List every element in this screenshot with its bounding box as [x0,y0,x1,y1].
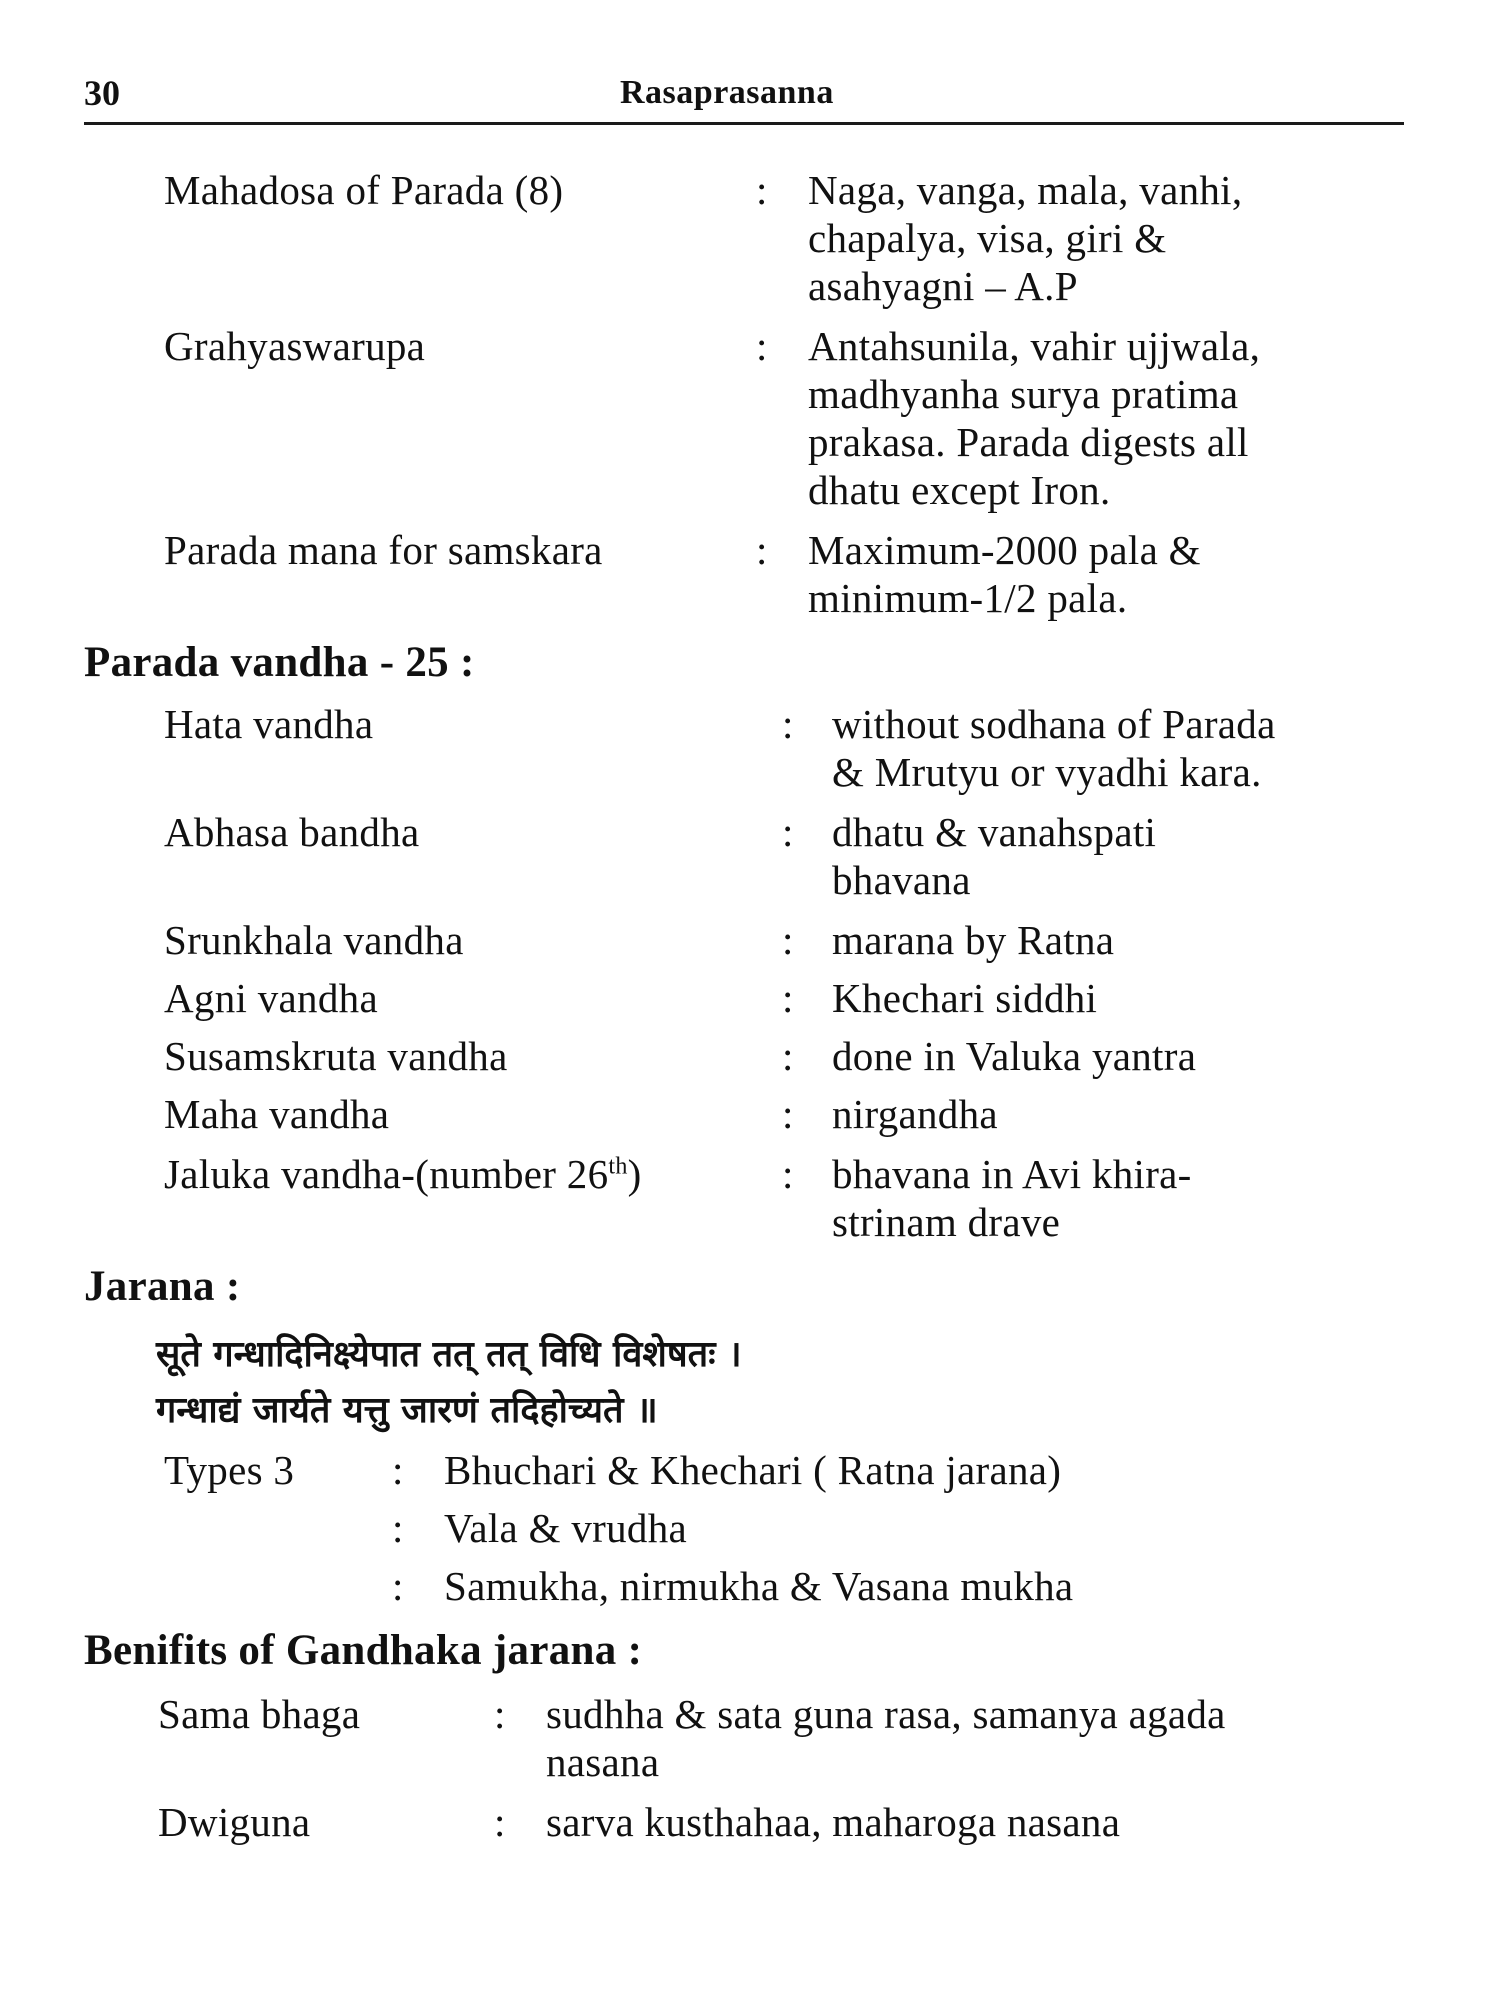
definition-line: dhatu except Iron. [808,467,1111,513]
separator: : [782,1091,794,1137]
term-sama-bhaga: Sama bhaga [158,1691,361,1737]
section-heading-benefits: Benifits of Gandhaka jarana : [84,1627,643,1674]
separator: : [756,323,768,369]
definition-line: marana by Ratna [832,917,1115,963]
separator: : [782,809,794,855]
separator: : [782,917,794,963]
term-dwiguna: Dwiguna [158,1799,311,1845]
term-jaluka-vandha [164,1150,642,1199]
type-item: Vala & vrudha [444,1505,687,1551]
separator: : [392,1505,404,1551]
separator: : [782,975,794,1021]
definition-line: chapalya, visa, giri & [808,215,1167,261]
type-item: Samukha, nirmukha & Vasana mukha [444,1563,1074,1609]
sanskrit-verse-line: गन्धाद्यं जार्यते यत्तु जारणं तदिहोच्यते ॥ [156,1390,658,1431]
term-srunkhala-vandha: Srunkhala vandha [164,917,464,963]
separator: : [392,1563,404,1609]
definition-line: sudhha & sata guna rasa, samanya agada [546,1691,1226,1737]
definition-line: done in Valuka yantra [832,1033,1197,1079]
separator: : [494,1691,506,1737]
definition-line: madhyanha surya pratima [808,371,1239,417]
ordinal-suffix: th [608,1153,628,1180]
definition-line: bhavana in Avi khira- [832,1151,1192,1197]
definition-line: Antahsunila, vahir ujjwala, [808,323,1261,369]
separator: : [756,167,768,213]
term-susamskruta-vandha: Susamskruta vandha [164,1033,508,1079]
section-heading-jarana: Jarana : [84,1263,241,1310]
separator: : [782,701,794,747]
term-grahyaswarupa: Grahyaswarupa [164,323,426,369]
separator: : [494,1799,506,1845]
definition-line: prakasa. Parada digests all [808,419,1249,465]
separator: : [756,527,768,573]
separator: : [782,1033,794,1079]
definition-line: bhavana [832,857,971,903]
separator: : [782,1151,794,1197]
term-maha-vandha: Maha vandha [164,1091,390,1137]
term-abhasa-bandha: Abhasa bandha [164,809,420,855]
separator: : [392,1447,404,1493]
definition-line: strinam drave [832,1199,1061,1245]
definition-line: Khechari siddhi [832,975,1098,1021]
definition-line: Naga, vanga, mala, vanhi, [808,167,1243,213]
definition-line: nasana [546,1739,660,1785]
definition-line: & Mrutyu or vyadhi kara. [832,749,1262,795]
types-label: Types 3 [164,1447,295,1493]
definition-line: nirgandha [832,1091,998,1137]
term-mahadosa: Mahadosa of Parada (8) [164,167,564,213]
term-agni-vandha: Agni vandha [164,975,378,1021]
definition-line: minimum-1/2 pala. [808,575,1128,621]
definition-line: without sodhana of Parada [832,701,1276,747]
term-hata-vandha: Hata vandha [164,701,374,747]
definition-line: asahyagni – A.P [808,263,1078,309]
definition-line: Maximum-2000 pala & [808,527,1201,573]
term-parada-mana: Parada mana for samskara [164,527,603,573]
sanskrit-verse-line: सूते गन्धादिनिक्ष्येपात तत् तत् विधि विशेषतः । [156,1334,742,1375]
definition-line: sarva kusthahaa, maharoga nasana [546,1799,1121,1845]
page-number: 30 [84,73,120,113]
running-title: Rasaprasanna [620,74,834,111]
term-jaluka-end: ) [627,1151,642,1197]
section-heading-parada-vandha: Parada vandha - 25 : [84,639,475,686]
header-rule [84,122,1404,125]
definition-line: dhatu & vanahspati [832,809,1157,855]
term-jaluka-main: Jaluka vandha-(number 26 [164,1151,609,1197]
type-item: Bhuchari & Khechari ( Ratna jarana) [444,1447,1062,1493]
